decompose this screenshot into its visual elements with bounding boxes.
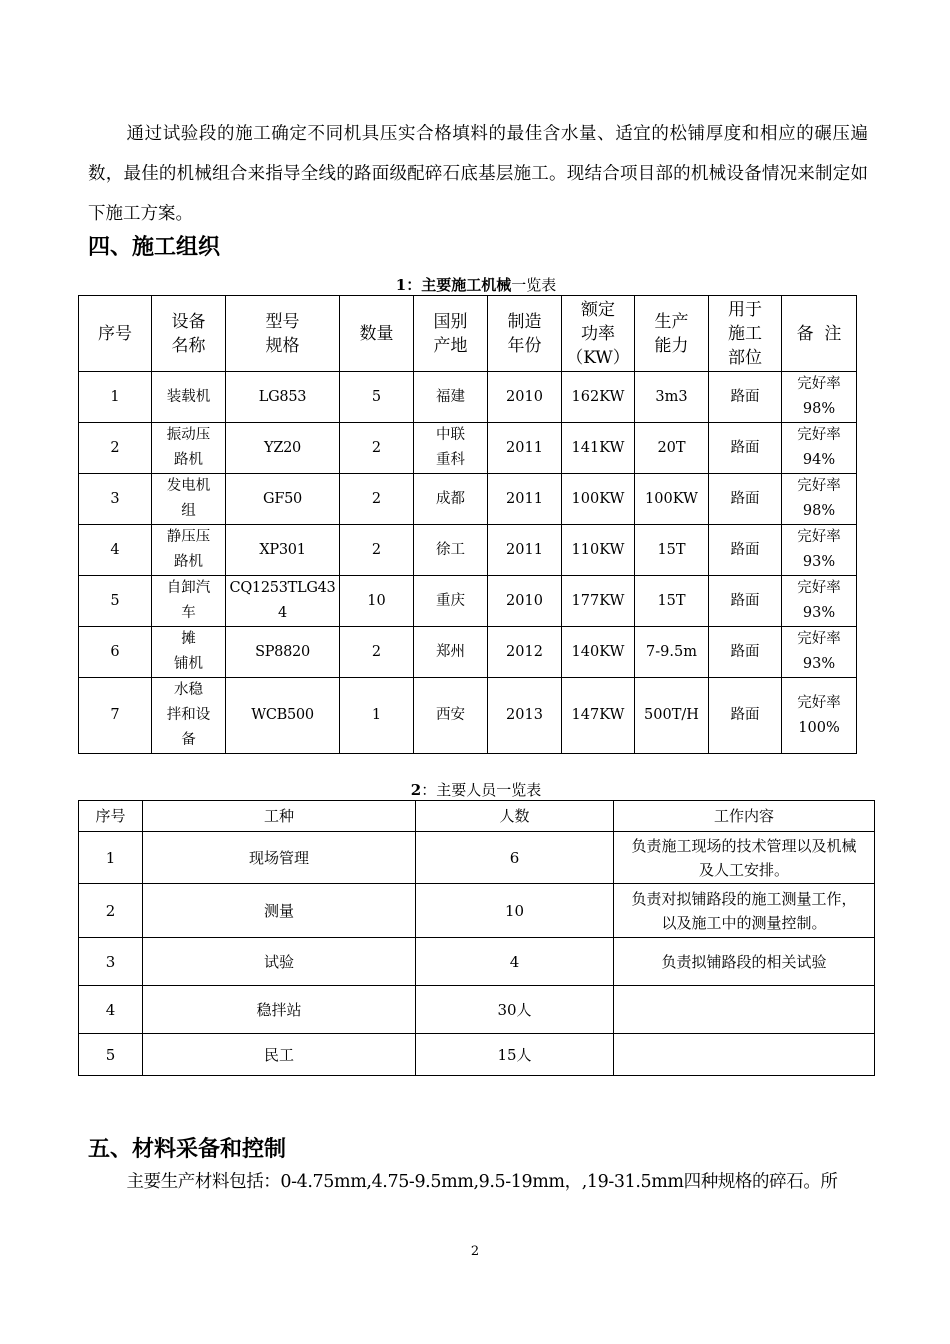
header-cell-text: 用于 施工 部位 (728, 299, 762, 368)
table-cell (614, 1034, 875, 1076)
header-cell-text: 生产 能力 (654, 311, 689, 356)
table-cell: 装载机 (152, 372, 226, 423)
table-cell: 1 (79, 832, 143, 884)
table-cell: 完好率 93% (782, 627, 857, 678)
table-cell: 140KW (562, 627, 635, 678)
table-cell: 500T/H (635, 678, 709, 754)
table-1-caption (78, 274, 874, 295)
table-cell: 完好率 94% (782, 423, 857, 474)
table-cell: 7-9.5m (635, 627, 709, 678)
table-cell: 路面 (709, 627, 782, 678)
table-cell: 完好率 100% (782, 678, 857, 754)
table-row (79, 832, 875, 884)
table-row (79, 576, 857, 627)
equipment-table-body (79, 372, 857, 754)
table-cell: 177KW (562, 576, 635, 627)
table-row (79, 678, 857, 754)
intro-paragraph: 通过试验段的施工确定不同机具压实合格填料的最佳含水量、适宜的松铺厚度和相应的碾压遍数，最佳的机械组合来指导全线的路面级配碎石底基层施工。现结合项目部的机械设备情况来制定如下施工方案。 (88, 124, 868, 224)
table-row (79, 986, 875, 1034)
table-cell: 100KW (562, 474, 635, 525)
table-cell: 1 (79, 372, 152, 423)
table-cell: 负责拟铺路段的相关试验 (614, 938, 875, 986)
table-cell: 负责对拟铺路段的施工测量工作，以及施工中的测量控制。 (614, 884, 875, 938)
header-cell-text: 额定 功率 （KW） (566, 299, 630, 368)
table-cell: 负责施工现场的技术管理以及机械及人工安排。 (614, 832, 875, 884)
table-cell: 民工 (143, 1034, 416, 1076)
personnel-table (78, 800, 875, 1076)
header-cell (635, 296, 709, 372)
table-cell: 5 (340, 372, 414, 423)
table-cell: 现场管理 (143, 832, 416, 884)
table-cell: 2 (340, 423, 414, 474)
page-number: 2 (470, 1244, 480, 1259)
header-cell-text: 制造 年份 (507, 311, 542, 356)
section-5-title: 五、材料采备和控制 (88, 1137, 287, 1162)
table-cell: 发电机 组 (152, 474, 226, 525)
table-cell: 重庆 (414, 576, 488, 627)
table-cell: 3 (79, 474, 152, 525)
table-row (79, 627, 857, 678)
header-cell: 备 注 (782, 296, 857, 372)
table-cell: XP301 (226, 525, 340, 576)
table-cell: 完好率 93% (782, 576, 857, 627)
table-cell: WCB500 (226, 678, 340, 754)
table-row (79, 474, 857, 525)
table-cell: 试验 (143, 938, 416, 986)
table-cell: 成都 (414, 474, 488, 525)
header-cell: 序号 (79, 801, 143, 832)
table-cell: 稳拌站 (143, 986, 416, 1034)
table-cell: 2 (340, 474, 414, 525)
table-cell: 路面 (709, 678, 782, 754)
personnel-table-body (79, 832, 875, 1076)
table-cell: 测量 (143, 884, 416, 938)
table-cell: 西安 (414, 678, 488, 754)
table-cell: LG853 (226, 372, 340, 423)
table-cell: 2 (340, 525, 414, 576)
header-cell (488, 296, 562, 372)
header-cell (709, 296, 782, 372)
header-cell: 工作内容 (614, 801, 875, 832)
table-row (79, 423, 857, 474)
table-cell: 静压压 路机 (152, 525, 226, 576)
table-cell: 路面 (709, 525, 782, 576)
table-cell: 振动压 路机 (152, 423, 226, 474)
table-cell: 2011 (488, 525, 562, 576)
table-cell: SP8820 (226, 627, 340, 678)
equipment-table-header-row (79, 296, 857, 372)
table-2-caption-bold: 2 (410, 781, 422, 799)
table-cell: CQ1253TLG43 4 (226, 576, 340, 627)
header-cell: 工种 (143, 801, 416, 832)
table-cell: 路面 (709, 474, 782, 525)
table-row (79, 884, 875, 938)
table-cell: 10 (340, 576, 414, 627)
table-row (79, 372, 857, 423)
table-cell: 141KW (562, 423, 635, 474)
table-row (79, 525, 857, 576)
table-cell: 30人 (416, 986, 614, 1034)
table-1-caption-bold: 1：主要施工机械 (395, 276, 512, 294)
table-cell (614, 986, 875, 1034)
section-4-title: 四、施工组织 (88, 235, 221, 260)
table-cell: 6 (416, 832, 614, 884)
table-cell: 路面 (709, 576, 782, 627)
table-cell: 15T (635, 576, 709, 627)
table-2-caption-rest: ：主要人员一览表 (421, 781, 542, 799)
table-cell: 7 (79, 678, 152, 754)
table-cell: 摊 铺机 (152, 627, 226, 678)
table-1-caption-rest: 一览表 (511, 276, 557, 294)
header-cell (414, 296, 488, 372)
table-cell: 15人 (416, 1034, 614, 1076)
table-cell: GF50 (226, 474, 340, 525)
table-cell: 5 (79, 1034, 143, 1076)
table-row (79, 1034, 875, 1076)
table-cell: 15T (635, 525, 709, 576)
header-cell (226, 296, 340, 372)
table-cell: 3 (79, 938, 143, 986)
table-cell: 147KW (562, 678, 635, 754)
table-cell: 中联 重科 (414, 423, 488, 474)
table-cell: 完好率 98% (782, 372, 857, 423)
header-cell-text: 设备 名称 (171, 311, 206, 356)
table-cell: 4 (79, 986, 143, 1034)
table-cell: 自卸汽 车 (152, 576, 226, 627)
table-cell: 162KW (562, 372, 635, 423)
table-cell: 2 (340, 627, 414, 678)
header-cell: 序号 (79, 296, 152, 372)
table-cell: 徐工 (414, 525, 488, 576)
table-cell: 110KW (562, 525, 635, 576)
table-cell: 2010 (488, 372, 562, 423)
header-cell (152, 296, 226, 372)
header-cell-text: 型号 规格 (265, 311, 300, 356)
table-cell: 2010 (488, 576, 562, 627)
table-cell: 2013 (488, 678, 562, 754)
table-cell: 路面 (709, 423, 782, 474)
table-cell: 完好率 93% (782, 525, 857, 576)
table-cell: 福建 (414, 372, 488, 423)
header-cell-text: 国别 产地 (433, 311, 468, 356)
table-cell: 4 (79, 525, 152, 576)
table-cell: 6 (79, 627, 152, 678)
header-cell: 数量 (340, 296, 414, 372)
header-cell: 人数 (416, 801, 614, 832)
table-cell: 20T (635, 423, 709, 474)
table-cell: 100KW (635, 474, 709, 525)
table-cell: YZ20 (226, 423, 340, 474)
table-cell: 水稳 拌和设 备 (152, 678, 226, 754)
table-cell: 2 (79, 423, 152, 474)
table-cell: 路面 (709, 372, 782, 423)
table-2-caption (78, 779, 874, 800)
table-row (79, 938, 875, 986)
table-cell: 2 (79, 884, 143, 938)
table-cell: 5 (79, 576, 152, 627)
equipment-table (78, 295, 857, 754)
table-cell: 1 (340, 678, 414, 754)
section-5-paragraph: 主要生产材料包括：0-4.75mm,4.75-9.5mm,9.5-19mm，,19-31.5mm四种规格的碎石。所 (126, 1172, 838, 1192)
table-cell: 2011 (488, 423, 562, 474)
table-cell: 4 (416, 938, 614, 986)
table-cell: 2012 (488, 627, 562, 678)
table-cell: 郑州 (414, 627, 488, 678)
table-cell: 完好率 98% (782, 474, 857, 525)
table-cell: 2011 (488, 474, 562, 525)
header-cell (562, 296, 635, 372)
table-cell: 3m3 (635, 372, 709, 423)
table-cell: 10 (416, 884, 614, 938)
personnel-table-header-row (79, 801, 875, 832)
